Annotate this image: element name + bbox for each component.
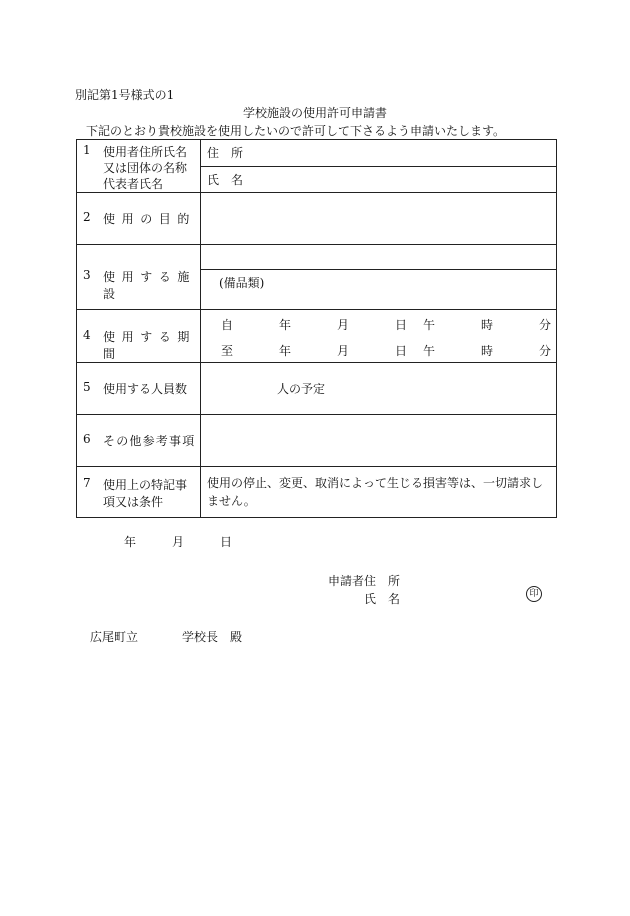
from-label: 自 <box>221 318 234 332</box>
period-to-row <box>201 336 556 362</box>
row7-label-line2: 項又は条件 <box>103 495 164 509</box>
row2-label-cell <box>77 193 201 245</box>
to-ampm: 午 <box>423 344 436 358</box>
to-year: 年 <box>279 344 292 358</box>
from-year: 年 <box>279 318 292 332</box>
row-conditions <box>77 467 557 518</box>
from-month: 月 <box>337 318 350 332</box>
facility-field[interactable] <box>201 245 556 269</box>
row7-label-line1: 使用上の特記事 <box>103 478 188 492</box>
row-applicant <box>77 140 557 193</box>
row3-value-cell[interactable] <box>201 245 557 310</box>
application-table <box>76 139 557 518</box>
conditions-cell <box>201 467 557 518</box>
row3-number: 3 <box>83 268 91 282</box>
row-period <box>77 310 557 363</box>
from-day: 日 <box>395 318 408 332</box>
row-purpose <box>77 193 557 245</box>
name-field[interactable] <box>201 166 556 193</box>
row1-label-line2: 又は団体の名称 <box>103 161 188 175</box>
to-day: 日 <box>395 344 408 358</box>
row2-label: 使用の目的 <box>103 212 197 226</box>
row6-number: 6 <box>83 432 91 446</box>
intro-text: 下記のとおり貴校施設を使用したいので許可して下さるよう申請いたします。 <box>86 124 506 138</box>
row1-value-cell[interactable] <box>201 140 557 193</box>
row6-label-cell <box>77 415 201 467</box>
from-ampm: 午 <box>423 318 436 332</box>
row4-label: 使用する期間 <box>103 330 197 361</box>
headcount-field[interactable] <box>201 363 557 415</box>
headcount-suffix: 人の予定 <box>277 382 326 396</box>
date-month: 月 <box>172 535 185 549</box>
addressee-principal: 学校長 殿 <box>182 630 243 644</box>
addressee-town: 広尾町立 <box>90 630 139 644</box>
period-from-row <box>201 310 556 336</box>
row1-label-line3: 代表者氏名 <box>103 177 164 191</box>
applicant-address-label: 申請者住 所 <box>328 574 401 588</box>
form-title: 学校施設の使用許可申請書 <box>242 106 387 120</box>
row-headcount <box>77 363 557 415</box>
row-other <box>77 415 557 467</box>
row6-label: その他参考事項 <box>103 434 196 448</box>
address-field[interactable] <box>201 140 556 166</box>
date-year: 年 <box>124 535 137 549</box>
seal-mark: 印 <box>526 586 542 602</box>
name-label: 氏 名 <box>207 172 244 187</box>
form-number: 別記第1号様式の1 <box>75 88 175 102</box>
row1-number: 1 <box>83 143 91 157</box>
row1-label-line1: 使用者住所氏名 <box>103 145 188 159</box>
row1-label-cell <box>77 140 201 193</box>
address-label: 住 所 <box>207 146 244 161</box>
period-field[interactable] <box>201 310 557 363</box>
row3-label-cell <box>77 245 201 310</box>
row3-label: 使用する施設 <box>103 270 197 301</box>
to-month: 月 <box>337 344 350 358</box>
row-facility <box>77 245 557 310</box>
date-day: 日 <box>220 535 233 549</box>
purpose-field[interactable] <box>201 193 557 245</box>
to-label: 至 <box>221 344 234 358</box>
from-hour: 時 <box>481 318 494 332</box>
row2-number: 2 <box>83 210 91 224</box>
row5-label-cell <box>77 363 201 415</box>
applicant-name-label: 氏 名 <box>364 592 401 606</box>
equipment-field[interactable] <box>201 269 556 309</box>
row4-label-cell <box>77 310 201 363</box>
other-field[interactable] <box>201 415 557 467</box>
from-minute: 分 <box>539 318 552 332</box>
row7-number: 7 <box>83 476 91 490</box>
to-hour: 時 <box>481 344 494 358</box>
conditions-note: 使用の停止、変更、取消によって生じる損害等は、一切請求しません。 <box>207 476 544 508</box>
to-minute: 分 <box>539 344 552 358</box>
equipment-label: (備品類) <box>219 276 265 290</box>
row7-label-cell <box>77 467 201 518</box>
row4-number: 4 <box>83 328 91 342</box>
row5-label: 使用する人員数 <box>103 382 188 396</box>
row5-number: 5 <box>83 380 91 394</box>
